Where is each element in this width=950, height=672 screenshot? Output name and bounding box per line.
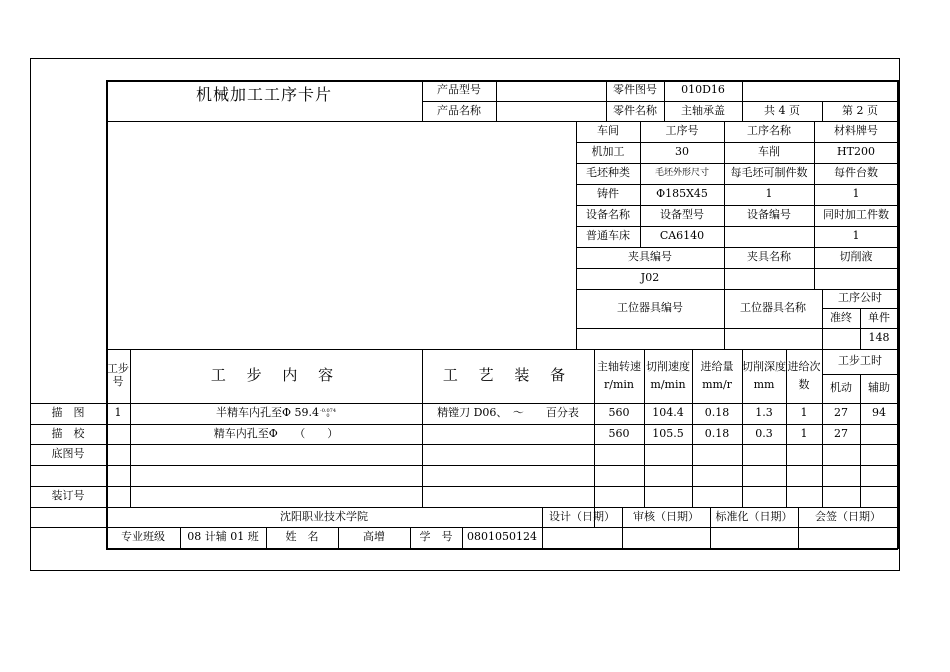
unit-time: 148 (868, 331, 890, 345)
rule (30, 465, 898, 466)
simul: 1 (852, 229, 860, 243)
prep-label: 准终 (830, 310, 852, 324)
check-label: 描 校 (51, 426, 85, 440)
workshop: 机加工 (591, 145, 625, 159)
blank-size-label: 毛坯外形尺寸 (654, 168, 709, 179)
equip-name-label: 设备名称 (586, 208, 630, 222)
product-name-label: 产品名称 (437, 103, 481, 117)
rule (576, 328, 898, 329)
station-no-label: 工位器具编号 (617, 301, 683, 315)
step-depth: 1.3 (755, 406, 773, 420)
step-content: 精车内孔至Φ （ ） (213, 426, 339, 440)
base-no-label: 底图号 (51, 447, 85, 461)
design-label: 设计（日期） (549, 509, 615, 523)
step-passes: 1 (800, 406, 808, 420)
step-speed: 560 (608, 406, 630, 420)
name-value: 高增 (363, 530, 385, 544)
part-name: 主轴承盖 (681, 103, 725, 117)
card-title: 机械加工工序卡片 (195, 84, 332, 104)
step-feed: 0.18 (704, 426, 730, 440)
coolant-label: 切削液 (839, 250, 873, 264)
total-pages: 共 4 页 (764, 103, 800, 117)
id-value: 0801050124 (467, 530, 537, 544)
unit-label: 单件 (868, 310, 890, 324)
tolerance-upper: -0.074 (320, 407, 337, 414)
id-label: 学 号 (419, 530, 453, 544)
op-no: 30 (675, 145, 689, 159)
page-number: 第 2 页 (842, 103, 878, 117)
equip-no-label: 设备编号 (747, 208, 791, 222)
rule-left (106, 80, 108, 549)
cut-speed-header: 切削速度m/min (646, 360, 690, 391)
per-blank-label: 每毛坯可制件数 (730, 166, 808, 180)
rule (30, 444, 898, 445)
equip-model: CA6140 (659, 229, 705, 243)
part-no: 010D16 (681, 83, 725, 97)
binding-label: 装订号 (51, 489, 85, 503)
aux-time-header: 辅助 (868, 381, 890, 395)
speed-header: 主轴转速r/min (597, 360, 641, 391)
equipment-header: 工 艺 装 备 (442, 366, 574, 385)
class-value: 08 计辅 01 班 (187, 530, 259, 544)
material-label: 材料牌号 (834, 124, 878, 138)
step-cut-speed: 105.5 (652, 426, 684, 440)
trace-label: 描 图 (51, 406, 85, 420)
product-model-label: 产品型号 (437, 83, 481, 97)
step-no-header: 工步号 (107, 362, 129, 388)
passes-header: 进给次数 (787, 360, 821, 391)
blank-type: 铸件 (597, 187, 619, 201)
fixture-no-label: 夹具编号 (628, 250, 672, 264)
step-equipment: 精镗刀 D06、 ～ 百分表 (437, 406, 579, 420)
review-label: 审核（日期） (633, 509, 699, 523)
school-name: 沈阳职业技术学院 (280, 509, 368, 523)
op-time-label: 工序公时 (838, 291, 882, 305)
blank-size: Φ185X45 (656, 187, 708, 201)
op-name-label: 工序名称 (747, 124, 791, 138)
class-label: 专业班级 (121, 530, 165, 544)
tolerance-lower: 0 (326, 412, 330, 419)
standard-label: 标准化（日期） (715, 509, 793, 523)
sign-label: 会签（日期） (815, 509, 881, 523)
step-passes: 1 (800, 426, 808, 440)
name-label: 姓 名 (285, 530, 319, 544)
per-unit: 1 (852, 187, 860, 201)
step-aux-time: 94 (872, 406, 886, 420)
station-name-label: 工位器具名称 (740, 301, 806, 315)
equip-name: 普通车床 (586, 229, 630, 243)
step-machine-time: 27 (834, 406, 848, 420)
workshop-label: 车间 (597, 124, 619, 138)
fixture-no: J02 (640, 271, 660, 285)
step-no: 1 (114, 406, 122, 420)
rule (496, 80, 497, 121)
step-machine-time: 27 (834, 426, 848, 440)
op-name: 车削 (758, 145, 780, 159)
blank-type-label: 毛坯种类 (586, 166, 630, 180)
step-content-text: 半精车内孔至Φ 59.4 (215, 406, 319, 420)
op-no-label: 工序号 (665, 124, 699, 138)
step-cut-speed: 104.4 (652, 406, 684, 420)
step-depth: 0.3 (755, 426, 773, 440)
content-header: 工 步 内 容 (210, 366, 342, 385)
rule (30, 486, 898, 487)
material: HT200 (837, 145, 875, 159)
rule-bottom (106, 548, 898, 550)
step-content (130, 403, 422, 424)
part-name-label: 零件名称 (613, 103, 657, 117)
machine-time-header: 机动 (830, 381, 852, 395)
part-no-label: 零件图号 (613, 83, 657, 97)
per-blank: 1 (765, 187, 773, 201)
step-time-header: 工步工时 (838, 354, 882, 368)
equip-model-label: 设备型号 (660, 208, 704, 222)
step-speed: 560 (608, 426, 630, 440)
step-feed: 0.18 (704, 406, 730, 420)
feed-header: 进给量mm/r (700, 360, 734, 391)
rule (542, 527, 543, 548)
tolerance (320, 409, 336, 419)
simul-label: 同时加工件数 (823, 208, 889, 222)
per-unit-label: 每件台数 (834, 166, 878, 180)
fixture-name-label: 夹具名称 (747, 250, 791, 264)
depth-header: 切削深度mm (742, 360, 786, 391)
